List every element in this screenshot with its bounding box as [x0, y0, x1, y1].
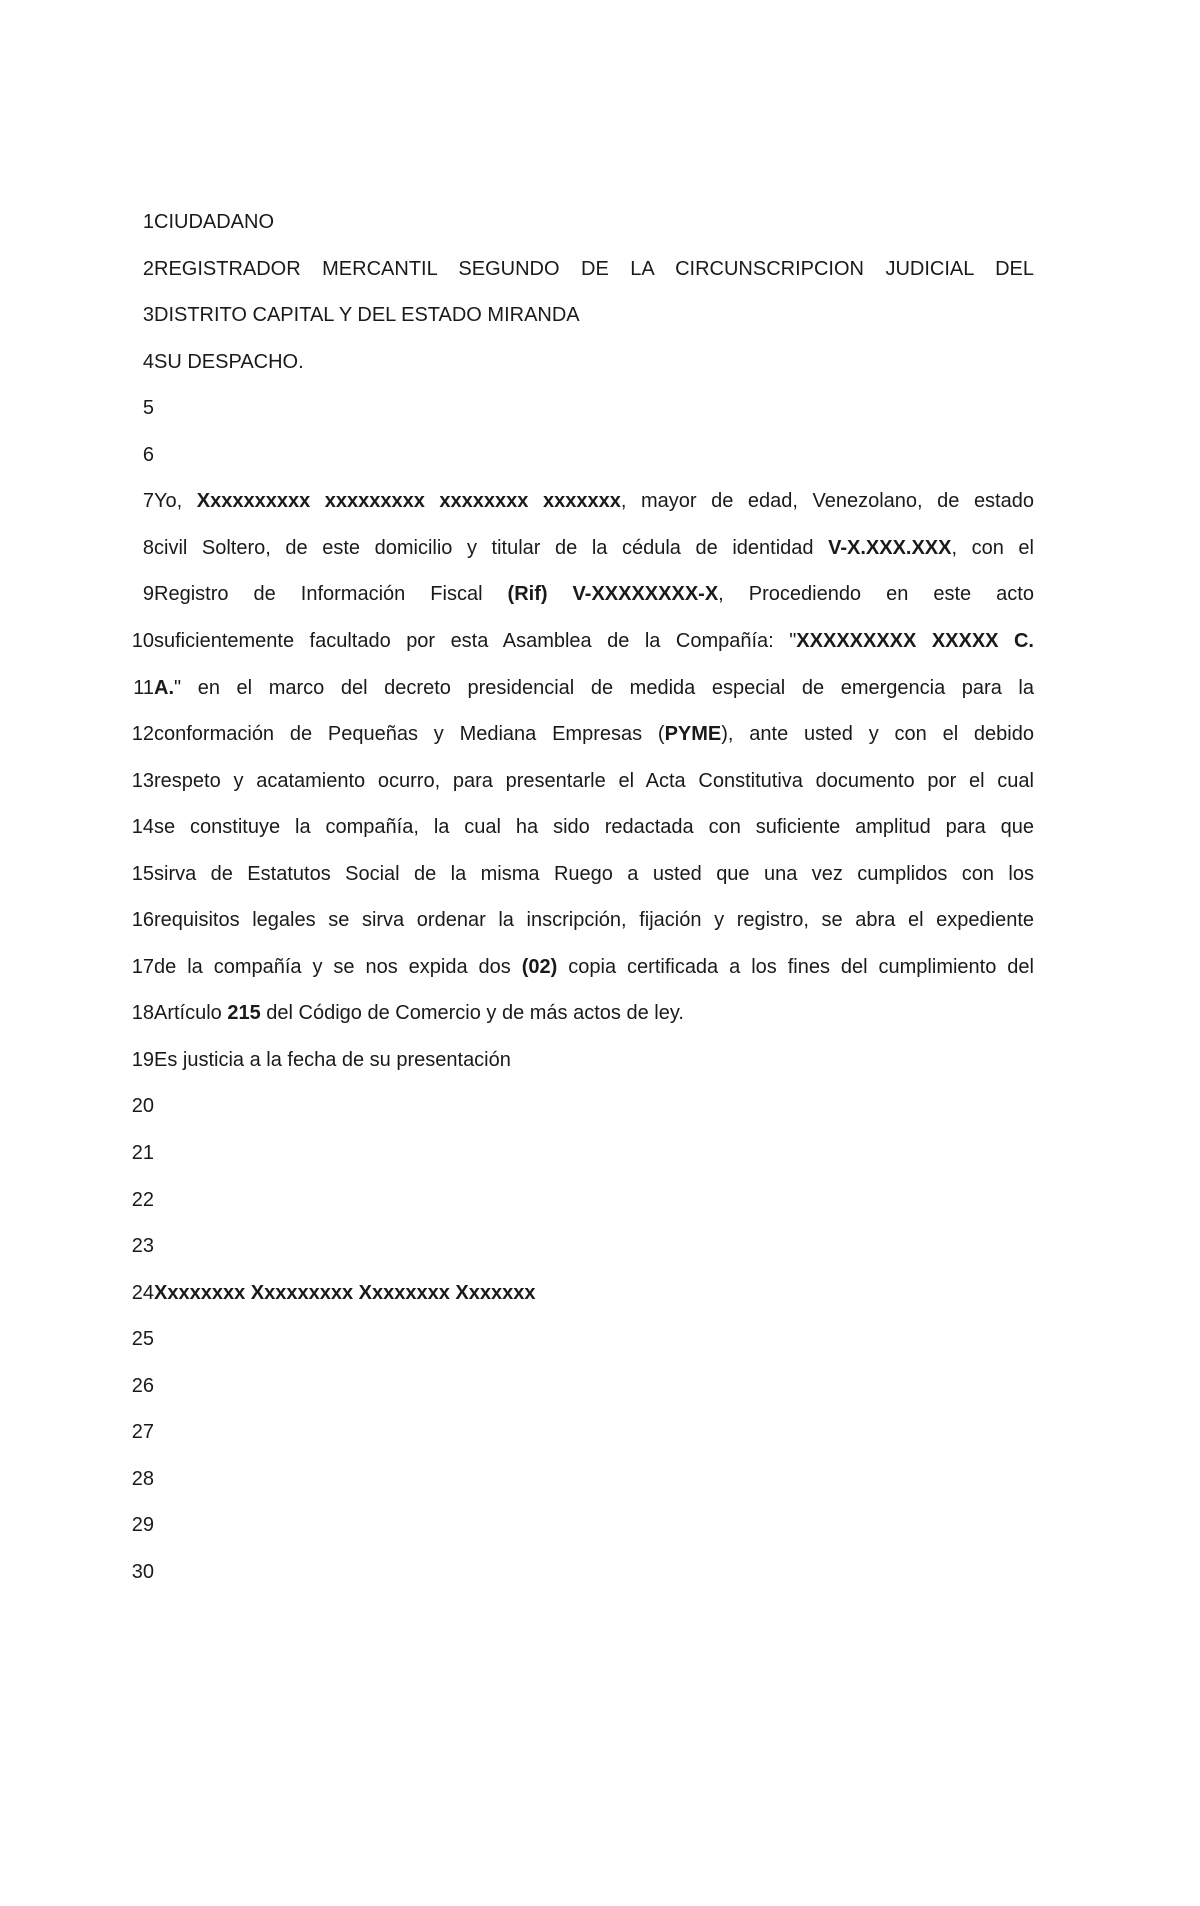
text-segment: conformación de Pequeñas y Mediana Empresas ( — [154, 723, 665, 746]
line-number: 18 — [131, 1002, 154, 1025]
line-number: 19 — [131, 1048, 154, 1071]
document-line — [142, 207, 1034, 254]
text-segment: copia certificada a los fines del cumplimiento del — [557, 955, 1034, 978]
line-number: 29 — [131, 1514, 154, 1537]
document-line — [131, 1510, 1034, 1557]
document-line — [142, 440, 1034, 487]
line-number: 1 — [142, 211, 154, 233]
document-line — [131, 766, 1034, 813]
line-text — [154, 952, 1034, 982]
line-text — [154, 347, 1034, 377]
bold-text-segment: (Rif) V-XXXXXXXX-X — [507, 583, 719, 606]
document-line — [131, 1371, 1034, 1418]
text-segment: Artículo — [154, 1002, 228, 1025]
document-line — [142, 254, 1034, 301]
text-segment: , Procediendo en este acto — [718, 583, 1034, 606]
line-text — [154, 673, 1034, 703]
line-text — [154, 300, 1034, 330]
document-line — [131, 1091, 1034, 1138]
text-segment: ), ante usted y con el debido — [721, 723, 1034, 746]
line-text — [154, 859, 1034, 889]
line-text — [154, 905, 1034, 935]
document-line — [142, 393, 1034, 440]
text-segment: CIUDADANO — [154, 211, 275, 233]
bold-text-segment: Xxxxxxxxxx xxxxxxxxx xxxxxxxx xxxxxxx — [196, 490, 621, 513]
document-line — [131, 952, 1034, 999]
line-text — [154, 812, 1034, 842]
line-number: 14 — [131, 816, 154, 839]
document-line — [131, 1417, 1034, 1464]
text-segment: " en el marco del decreto presidencial de medida especial de emergencia para la — [174, 676, 1034, 699]
line-text — [154, 626, 1034, 656]
document-line — [131, 812, 1034, 859]
text-segment: suficientemente facultado por esta Asamblea de la Compañía: " — [154, 629, 797, 652]
document-line — [131, 1278, 1034, 1325]
line-text — [154, 533, 1034, 563]
line-text — [154, 1278, 1034, 1308]
text-segment: Yo, — [154, 490, 197, 513]
text-segment: sirva de Estatutos Social de la misma Ruego a usted que una vez cumplidos con los — [154, 862, 1034, 885]
text-segment: se constituye la compañía, la cual ha sido redactada con suficiente amplitud para que — [154, 816, 1034, 839]
line-number: 27 — [131, 1421, 154, 1444]
line-number: 8 — [142, 536, 154, 559]
line-text — [154, 207, 1034, 237]
line-text — [154, 998, 1034, 1028]
bold-text-segment: Xxxxxxxx Xxxxxxxxx Xxxxxxxx Xxxxxxx — [154, 1281, 536, 1304]
text-segment: Es justicia a la fecha de su presentación — [154, 1048, 511, 1071]
line-text — [154, 254, 1034, 284]
line-text — [154, 766, 1034, 796]
bold-text-segment: A. — [154, 676, 174, 699]
text-segment: , mayor de edad, Venezolano, de estado — [620, 490, 1034, 513]
document-line — [131, 1324, 1034, 1371]
line-number: 23 — [131, 1235, 154, 1258]
text-segment: requisitos legales se sirva ordenar la inscripción, fijación y registro, se abra el expediente — [154, 909, 1034, 932]
line-number: 20 — [131, 1095, 154, 1118]
document-line — [131, 626, 1034, 673]
bold-text-segment: 215 — [227, 1002, 261, 1025]
line-text — [154, 1045, 1034, 1075]
line-number: 15 — [131, 862, 154, 885]
line-number: 13 — [131, 769, 154, 792]
line-number: 4 — [142, 350, 154, 373]
line-number: 3 — [142, 304, 154, 327]
text-segment: , con el — [951, 536, 1035, 559]
document-line — [142, 486, 1034, 533]
line-number: 11 — [133, 676, 154, 699]
document-line — [142, 579, 1034, 626]
document-line — [142, 533, 1035, 580]
line-text — [154, 719, 1034, 749]
text-segment: civil Soltero, de este domicilio y titular de la cédula de identidad — [154, 536, 829, 559]
text-segment: DISTRITO CAPITAL Y DEL ESTADO MIRANDA — [154, 304, 580, 327]
line-number: 7 — [142, 490, 154, 513]
line-number: 25 — [131, 1328, 154, 1351]
line-number: 30 — [131, 1560, 154, 1583]
bold-text-segment: V-X.XXX.XXX — [828, 536, 952, 559]
text-segment: SU DESPACHO. — [154, 350, 304, 373]
bold-text-segment: XXXXXXXXX XXXXX C. — [796, 629, 1034, 652]
document-line — [131, 1231, 1034, 1278]
document-line — [131, 905, 1034, 952]
line-number: 12 — [131, 723, 154, 746]
text-segment: REGISTRADOR MERCANTIL SEGUNDO DE LA CIRCUNSCRIPCION JUDICIAL DEL — [154, 257, 1034, 280]
line-number: 9 — [142, 583, 154, 606]
document-line — [131, 998, 1034, 1045]
line-text — [154, 486, 1034, 516]
line-number: 21 — [131, 1142, 154, 1164]
text-segment: respeto y acatamiento ocurro, para presentarle el Acta Constitutiva documento por el cual — [154, 769, 1034, 792]
bold-text-segment: (02) — [521, 955, 558, 978]
line-number: 6 — [142, 443, 154, 466]
document-line — [131, 859, 1034, 906]
line-number: 10 — [131, 629, 154, 652]
document-line — [133, 673, 1034, 720]
document-line — [131, 719, 1034, 766]
document-line — [131, 1464, 1034, 1511]
text-segment: de la compañía y se nos expida dos — [154, 955, 522, 978]
line-number: 17 — [131, 955, 154, 978]
document-line — [131, 1138, 1034, 1185]
line-number: 2 — [142, 257, 154, 280]
document-line — [142, 300, 1034, 347]
document-line — [131, 1045, 1034, 1092]
line-number: 26 — [131, 1374, 154, 1397]
document-line — [142, 347, 1034, 394]
text-segment: Registro de Información Fiscal — [154, 583, 508, 606]
text-segment: del Código de Comercio y de más actos de ley. — [260, 1002, 684, 1025]
line-text — [154, 579, 1034, 609]
line-number: 5 — [142, 397, 154, 420]
bold-text-segment: PYME — [664, 723, 722, 746]
line-number: 28 — [131, 1467, 154, 1490]
line-number: 22 — [131, 1188, 154, 1211]
document-line — [131, 1557, 1034, 1604]
line-number: 24 — [131, 1281, 154, 1304]
document-line — [131, 1185, 1034, 1232]
line-number: 16 — [131, 909, 154, 932]
